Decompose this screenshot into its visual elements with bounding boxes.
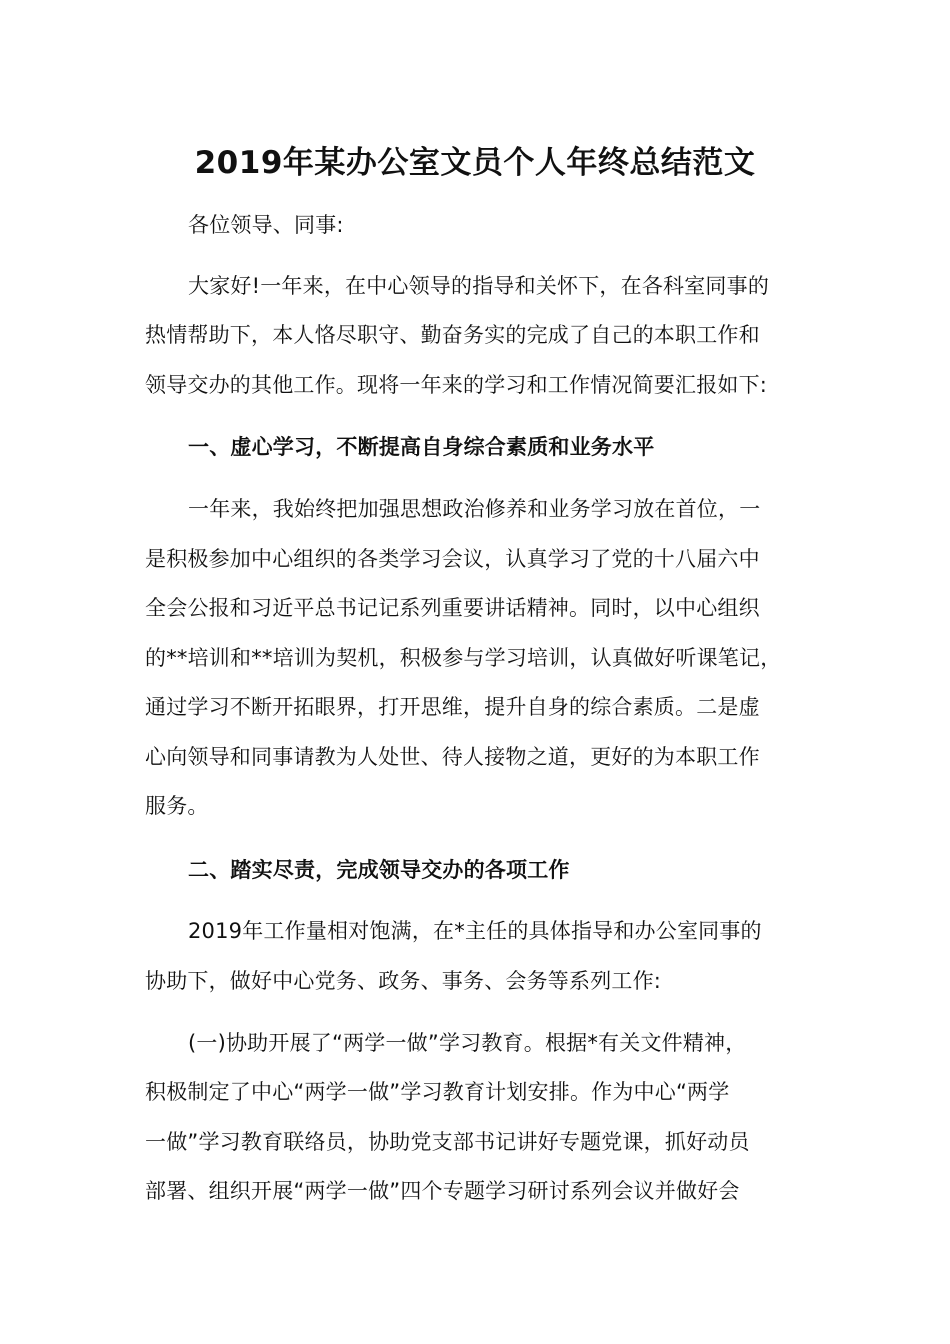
paragraph-line: 领导交办的其他工作。现将一年来的学习和工作情况简要汇报如下: xyxy=(145,373,768,397)
paragraph-line: 心向领导和同事请教为人处世、待人接物之道，更好的为本职工作 xyxy=(145,745,760,769)
paragraph-line: 大家好!一年来，在中心领导的指导和关怀下，在各科室同事的 xyxy=(188,274,770,298)
section-heading: 二、踏实尽责，完成领导交办的各项工作 xyxy=(188,858,570,882)
paragraph-line: 热情帮助下，本人恪尽职守、勤奋务实的完成了自己的本职工作和 xyxy=(145,323,760,347)
paragraph-line: 一年来，我始终把加强思想政治修养和业务学习放在首位，一 xyxy=(188,497,761,521)
paragraph-line: 2019年工作量相对饱满，在*主任的具体指导和办公室同事的 xyxy=(188,919,762,943)
paragraph-line: 通过学习不断开拓眼界，打开思维，提升自身的综合素质。二是虚 xyxy=(145,695,760,719)
paragraph-line: 协助下，做好中心党务、政务、事务、会务等系列工作: xyxy=(145,969,662,993)
paragraph-line: 积极制定了中心“两学一做”学习教育计划安排。作为中心“两学 xyxy=(145,1080,730,1104)
paragraph-line: 是积极参加中心组织的各类学习会议，认真学习了党的十八届六中 xyxy=(145,547,760,571)
paragraph-line: (一)协助开展了“两学一做”学习教育。根据*有关文件精神， xyxy=(188,1031,747,1055)
paragraph-line: 服务。 xyxy=(145,794,209,818)
paragraph-line: 部署、组织开展“两学一做”四个专题学习研讨系列会议并做好会 xyxy=(145,1179,740,1203)
paragraph-line: 全会公报和习近平总书记记系列重要讲话精神。同时，以中心组织 xyxy=(145,596,760,620)
section-heading: 一、虚心学习，不断提高自身综合素质和业务水平 xyxy=(188,435,655,459)
salutation: 各位领导、同事: xyxy=(188,213,344,237)
paragraph-line: 一做”学习教育联络员，协助党支部书记讲好专题党课，抓好动员 xyxy=(145,1130,750,1154)
document-title: 2019年某办公室文员个人年终总结范文 xyxy=(194,145,756,181)
paragraph-line: 的**培训和**培训为契机，积极参与学习培训，认真做好听课笔记， xyxy=(145,646,782,670)
